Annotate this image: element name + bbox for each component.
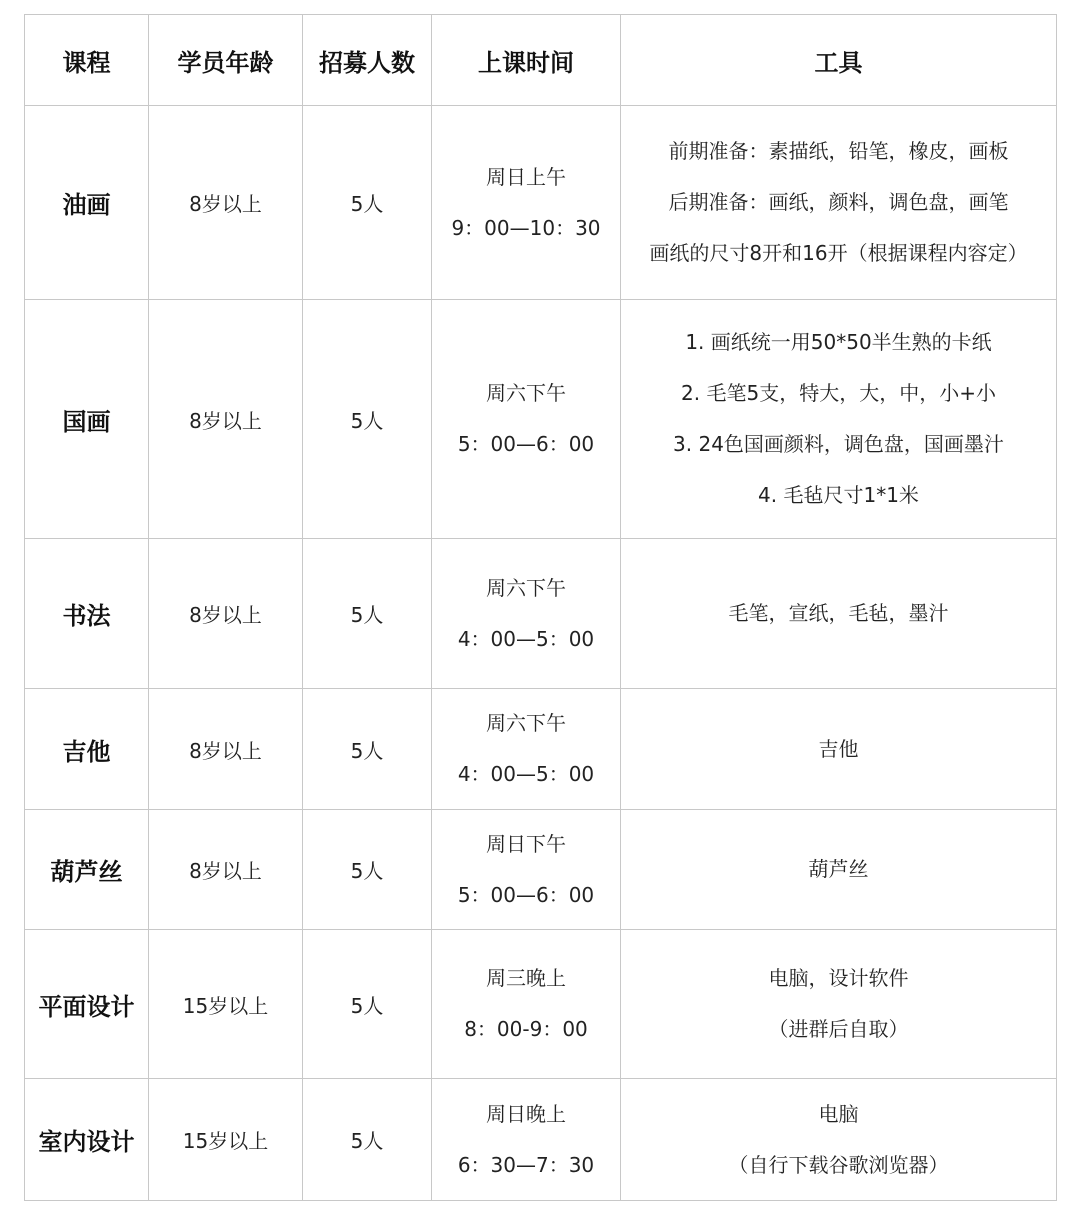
count-cell: 5人 bbox=[303, 930, 432, 1079]
tools-line: 吉他 bbox=[818, 736, 859, 761]
time-line: 4：00—5：00 bbox=[457, 626, 595, 651]
tools-line: 画纸的尺寸8开和16开（根据课程内容定） bbox=[649, 241, 1028, 265]
time-cell bbox=[432, 300, 621, 539]
time-cell bbox=[432, 106, 621, 300]
time-line: 周六下午 bbox=[486, 381, 566, 405]
count-cell: 5人 bbox=[303, 300, 432, 539]
course-name-cell: 平面设计 bbox=[25, 930, 149, 1079]
table-row bbox=[25, 689, 1057, 810]
tools-line: 葫芦丝 bbox=[808, 857, 869, 881]
time-cell bbox=[432, 539, 621, 689]
course-name-cell: 国画 bbox=[25, 300, 149, 539]
tools-line: 前期准备：素描纸，铅笔，橡皮，画板 bbox=[668, 139, 1009, 163]
tools-line: 2. 毛笔5支，特大，大，中，小+小 bbox=[681, 381, 996, 405]
table-row bbox=[25, 300, 1057, 539]
tools-line: 毛笔，宣纸，毛毡，墨汁 bbox=[728, 601, 949, 625]
tools-cell bbox=[621, 1079, 1057, 1201]
time-cell bbox=[432, 1079, 621, 1201]
tools-cell bbox=[621, 106, 1057, 300]
age-cell: 8岁以上 bbox=[149, 106, 303, 300]
course-table-container bbox=[24, 14, 1056, 1201]
header-tools: 工具 bbox=[621, 15, 1057, 106]
count-cell: 5人 bbox=[303, 810, 432, 930]
age-cell: 8岁以上 bbox=[149, 300, 303, 539]
count-cell: 5人 bbox=[303, 689, 432, 810]
time-line: 周日下午 bbox=[486, 831, 566, 856]
time-line: 周日晚上 bbox=[486, 1101, 566, 1126]
tools-cell bbox=[621, 300, 1057, 539]
tools-line: （自行下载谷歌浏览器） bbox=[728, 1152, 949, 1177]
course-name-cell: 书法 bbox=[25, 539, 149, 689]
header-time: 上课时间 bbox=[432, 15, 621, 106]
age-cell: 8岁以上 bbox=[149, 810, 303, 930]
age-cell: 15岁以上 bbox=[149, 930, 303, 1079]
time-line: 周日上午 bbox=[486, 164, 566, 189]
table-row bbox=[25, 539, 1057, 689]
tools-line: 4. 毛毡尺寸1*1米 bbox=[758, 483, 919, 507]
time-line: 周六下午 bbox=[486, 711, 566, 735]
time-cell bbox=[432, 930, 621, 1079]
course-name-cell: 油画 bbox=[25, 106, 149, 300]
count-cell: 5人 bbox=[303, 1079, 432, 1201]
time-cell bbox=[432, 689, 621, 810]
tools-cell bbox=[621, 689, 1057, 810]
time-line: 4：00—5：00 bbox=[457, 762, 595, 786]
tools-cell bbox=[621, 539, 1057, 689]
time-line: 5：00—6：00 bbox=[457, 882, 595, 907]
tools-line: （进群后自取） bbox=[768, 1017, 909, 1041]
table-body bbox=[25, 106, 1057, 1201]
header-count: 招募人数 bbox=[303, 15, 432, 106]
tools-line: 电脑 bbox=[818, 1101, 859, 1126]
table-row bbox=[25, 1079, 1057, 1201]
time-line: 5：00—6：00 bbox=[457, 432, 595, 456]
tools-cell bbox=[621, 810, 1057, 930]
time-line: 周三晚上 bbox=[486, 966, 566, 990]
header-age: 学员年龄 bbox=[149, 15, 303, 106]
time-line: 8：00-9：00 bbox=[464, 1017, 588, 1041]
time-line: 9：00—10：30 bbox=[451, 215, 601, 240]
table-row bbox=[25, 810, 1057, 930]
count-cell: 5人 bbox=[303, 539, 432, 689]
tools-line: 后期准备：画纸，颜料，调色盘，画笔 bbox=[668, 190, 1009, 214]
tools-cell bbox=[621, 930, 1057, 1079]
course-table bbox=[24, 14, 1057, 1201]
tools-line: 3. 24色国画颜料，调色盘，国画墨汁 bbox=[673, 432, 1004, 456]
tools-line: 1. 画纸统一用50*50半生熟的卡纸 bbox=[685, 330, 992, 354]
header-course: 课程 bbox=[25, 15, 149, 106]
course-name-cell: 室内设计 bbox=[25, 1079, 149, 1201]
course-name-cell: 葫芦丝 bbox=[25, 810, 149, 930]
table-row bbox=[25, 930, 1057, 1079]
age-cell: 8岁以上 bbox=[149, 539, 303, 689]
time-line: 6：30—7：30 bbox=[457, 1152, 595, 1177]
table-header-row bbox=[25, 15, 1057, 106]
time-cell bbox=[432, 810, 621, 930]
tools-line: 电脑，设计软件 bbox=[768, 966, 909, 990]
time-line: 周六下午 bbox=[486, 575, 566, 600]
course-name-cell: 吉他 bbox=[25, 689, 149, 810]
age-cell: 8岁以上 bbox=[149, 689, 303, 810]
table-row bbox=[25, 106, 1057, 300]
count-cell: 5人 bbox=[303, 106, 432, 300]
age-cell: 15岁以上 bbox=[149, 1079, 303, 1201]
